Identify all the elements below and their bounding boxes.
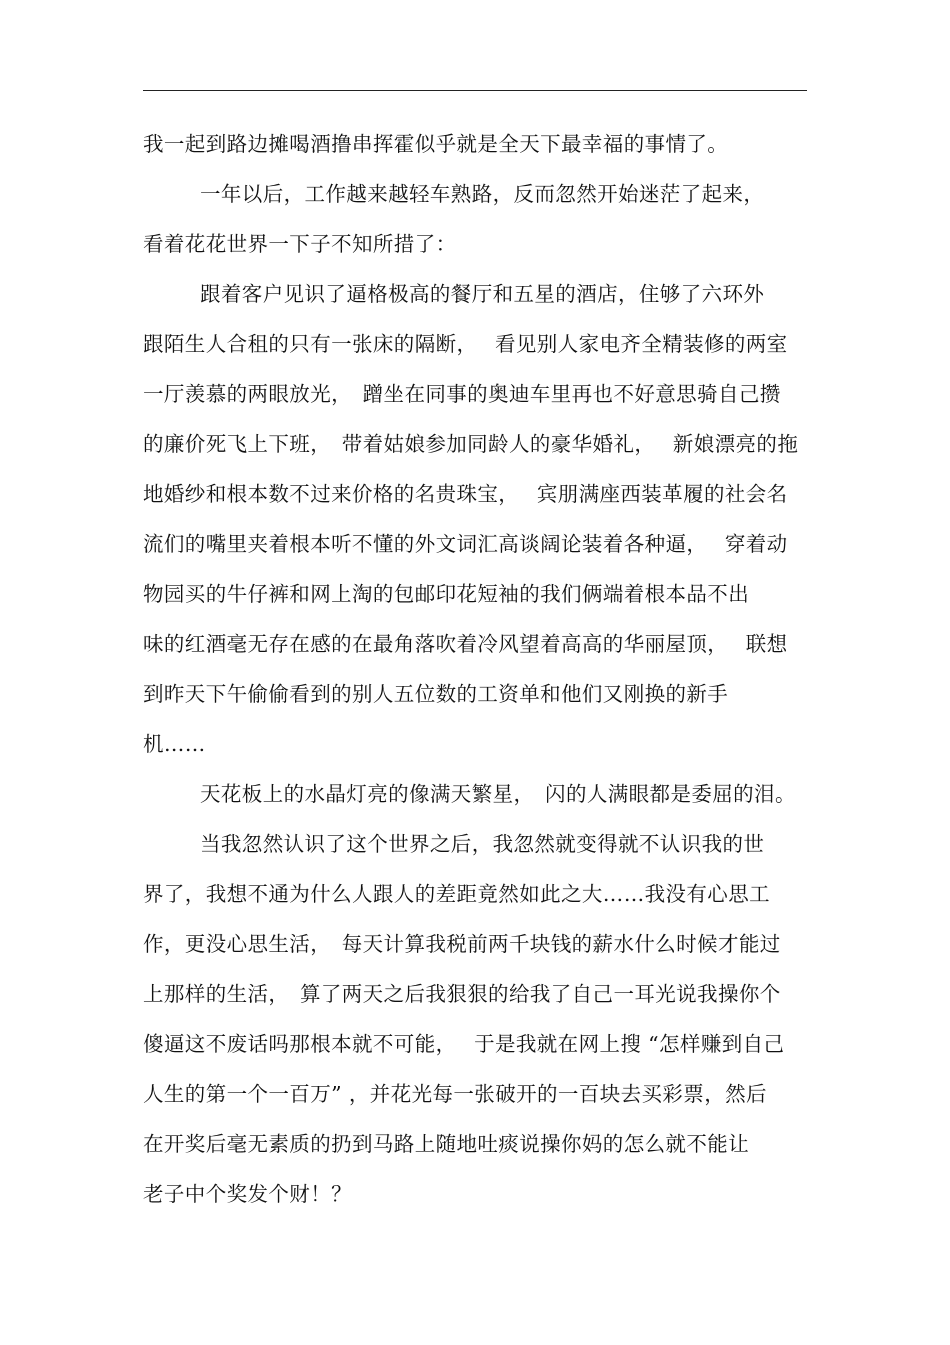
text-line: 物园买的牛仔裤和网上淘的包邮印花短袖的我们俩端着根本品不出	[143, 582, 750, 606]
text-line: 跟陌生人合租的只有一张床的隔断， 看见别人家电齐全精装修的两室	[143, 332, 788, 356]
text-line: 我一起到路边摊喝酒撸串挥霍似乎就是全天下最幸福的事情了。	[143, 132, 729, 156]
text-line: 作，更没心思生活， 每天计算我税前两千块钱的薪水什么时候才能过	[143, 932, 781, 956]
text-line: 天花板上的水晶灯亮的像满天繁星， 闪的人满眼都是委屈的泪。	[200, 782, 796, 806]
text-line: 老子中个奖发个财！？	[143, 1182, 352, 1206]
text-line: 到昨天下午偷偷看到的别人五位数的工资单和他们又刚换的新手	[143, 682, 729, 706]
text-line: 傻逼这不废话吗那根本就不可能， 于是我就在网上搜 “怎样赚到自己	[143, 1032, 785, 1056]
text-line: 跟着客户见识了逼格极高的餐厅和五星的酒店，住够了六环外	[200, 282, 765, 306]
text-line: 机……	[143, 732, 206, 756]
text-line: 的廉价死飞上下班， 带着姑娘参加同龄人的豪华婚礼， 新娘漂亮的拖	[143, 432, 799, 456]
text-line: 一年以后，工作越来越轻车熟路，反而忽然开始迷茫了起来，	[200, 182, 765, 206]
text-line: 当我忽然认识了这个世界之后，我忽然就变得就不认识我的世	[200, 832, 765, 856]
text-line: 在开奖后毫无素质的扔到马路上随地吐痰说操你妈的怎么就不能让	[143, 1132, 750, 1156]
text-line: 人生的第一个一百万” ，并花光每一张破开的一百块去买彩票，然后	[143, 1082, 767, 1106]
text-line: 界了，我想不通为什么人跟人的差距竟然如此之大……我没有心思工	[143, 882, 770, 906]
text-line: 味的红酒毫无存在感的在最角落吹着冷风望着高高的华丽屋顶， 联想	[143, 632, 788, 656]
text-line: 看着花花世界一下子不知所措了：	[143, 232, 457, 256]
text-line: 一厅羡慕的两眼放光， 蹭坐在同事的奥迪车里再也不好意思骑自己攒	[143, 382, 781, 406]
text-line: 流们的嘴里夹着根本听不懂的外文词汇高谈阔论装着各种逼， 穿着动	[143, 532, 788, 556]
text-line: 地婚纱和根本数不过来价格的名贵珠宝， 宾朋满座西装革履的社会名	[143, 482, 788, 506]
header-rule	[143, 90, 807, 91]
text-line: 上那样的生活， 算了两天之后我狠狠的给我了自己一耳光说我操你个	[143, 982, 781, 1006]
